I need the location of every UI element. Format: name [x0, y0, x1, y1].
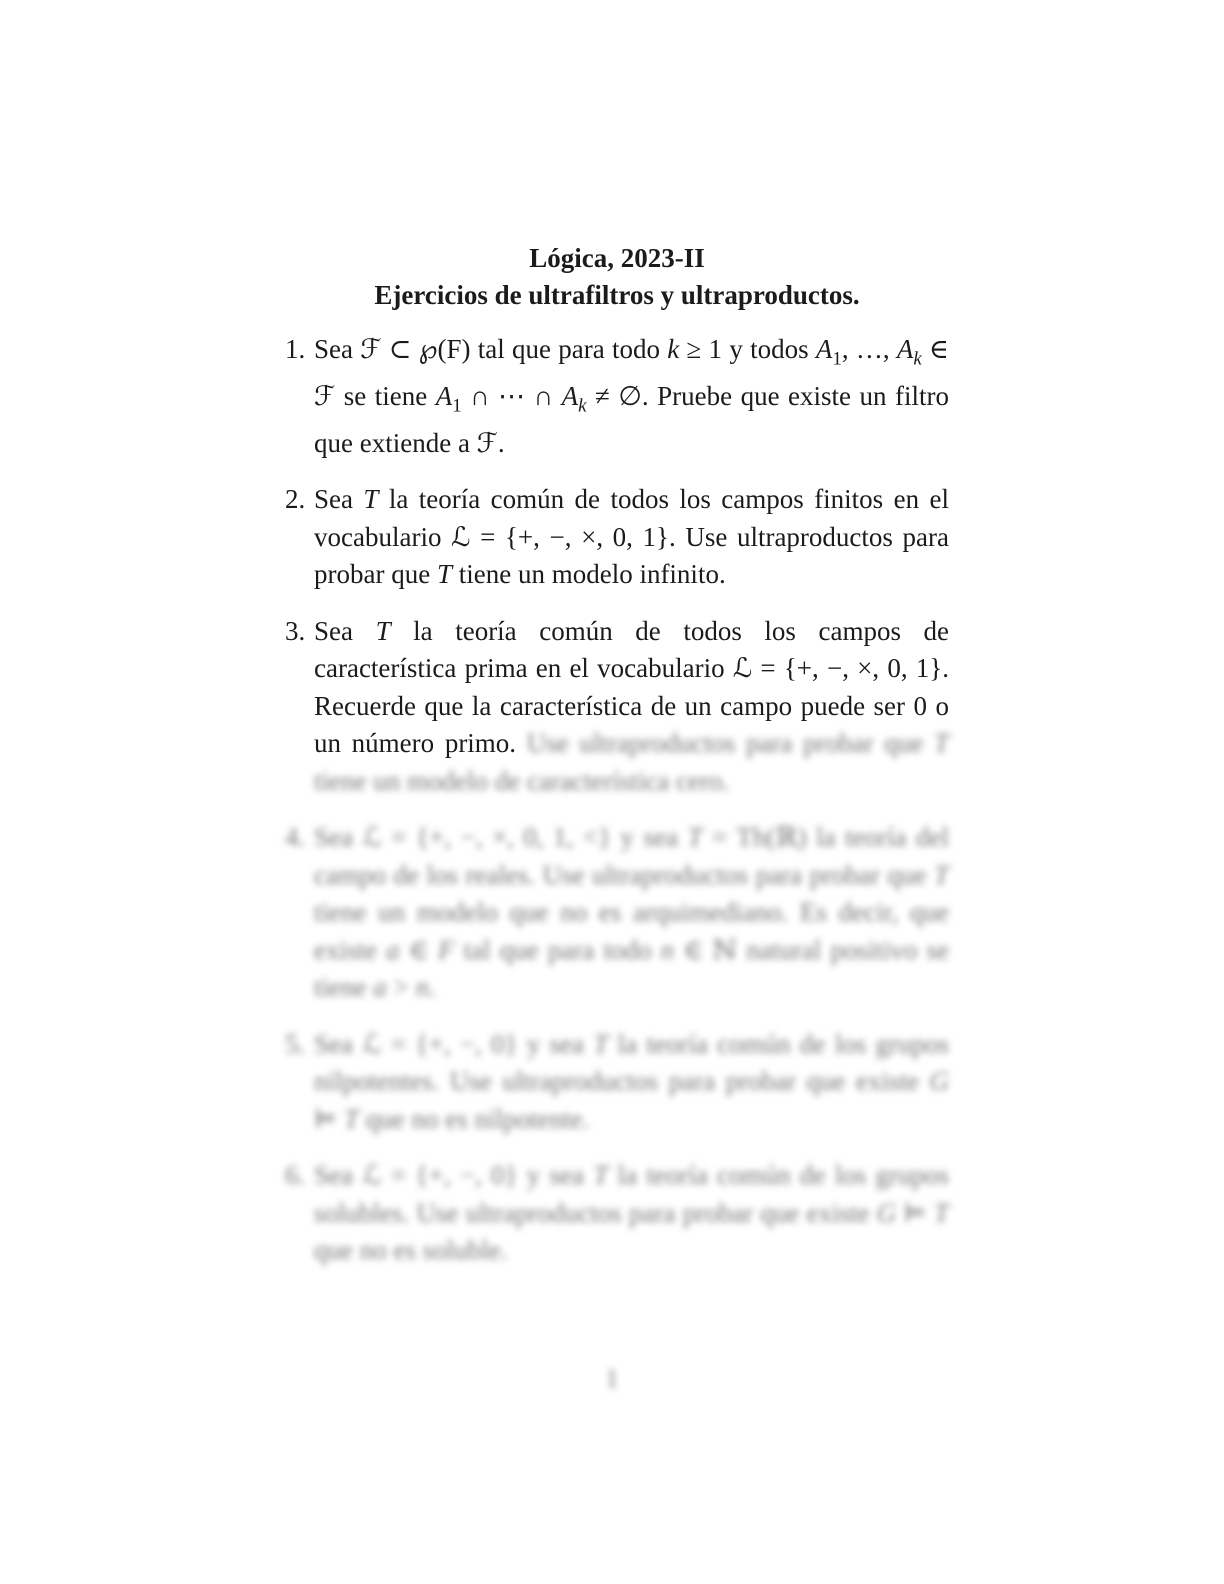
item-text: Sea T la teoría común de todos los campos finitos en el vocabulario ℒ = {+, −, ×, 0, 1}. Use ultraproductos para probar que T tiene un modelo infinito.: [314, 484, 949, 590]
exercise-item-4: [285, 819, 949, 1007]
item-text: [314, 613, 949, 801]
item-text: Sea ℱ ⊂ ℘(F) tal que para todo k ≥ 1 y todos $A_1$, …, $A_k$ ∈ ℱ se tiene $A_1$ ∩ ⋯ ∩ $A_k$ ≠ ∅. Pruebe que existe un filtro que extiende a ℱ.: [314, 334, 950, 458]
exercise-list: [285, 331, 949, 1270]
exercise-item-6: [285, 1157, 949, 1270]
exercise-item-5: [285, 1026, 949, 1139]
item-text-sharp: Sea T la teoría común de todos los campos de característica prima en el vocabulario ℒ = {+, −, ×, 0, 1}. Recuerde que la característica de un campo puede ser 0 o un número primo.: [314, 615, 950, 759]
page-number: 1: [605, 1364, 619, 1393]
item-text: Sea ℒ = {+, −, 0} y sea T la teoría común de los grupos solubles. Use ultraproductos para probar que existe G ⊨ T que no es soluble.: [314, 1160, 950, 1266]
text-block: [285, 240, 949, 1289]
item-text: Sea ℒ = {+, −, 0} y sea T la teoría común de los grupos nilpotentes. Use ultraproductos para probar que existe G ⊨ T que no es nilpotente.: [314, 1028, 949, 1134]
exercise-item-3: [285, 613, 949, 801]
item-number: 1.: [285, 334, 306, 364]
item-text-blurred: Use ultraproductos para probar que T tiene un modelo de característica cero.: [314, 728, 949, 796]
doc-subtitle: Ejercicios de ultrafiltros y ultraproductos.: [374, 280, 860, 310]
exercise-item-2: [285, 481, 949, 594]
exercise-item-1: [285, 331, 949, 462]
item-number: 3.: [285, 615, 306, 646]
item-number: 5.: [285, 1028, 306, 1059]
item-number: 2.: [285, 484, 306, 515]
item-number: 6.: [285, 1160, 306, 1191]
item-number: 4.: [285, 822, 306, 853]
doc-title: Lógica, 2023-II: [529, 243, 705, 273]
item-text: Sea ℒ = {+, −, ×, 0, 1, <} y sea T = Th(ℝ) la teoría del campo de los reales. Use ultraproductos para probar que T tiene un modelo que no es arquimediano. Es decir, que existe a ∈ F tal que para todo n ∈ ℕ natural positivo se tiene a > n.: [314, 822, 950, 1003]
